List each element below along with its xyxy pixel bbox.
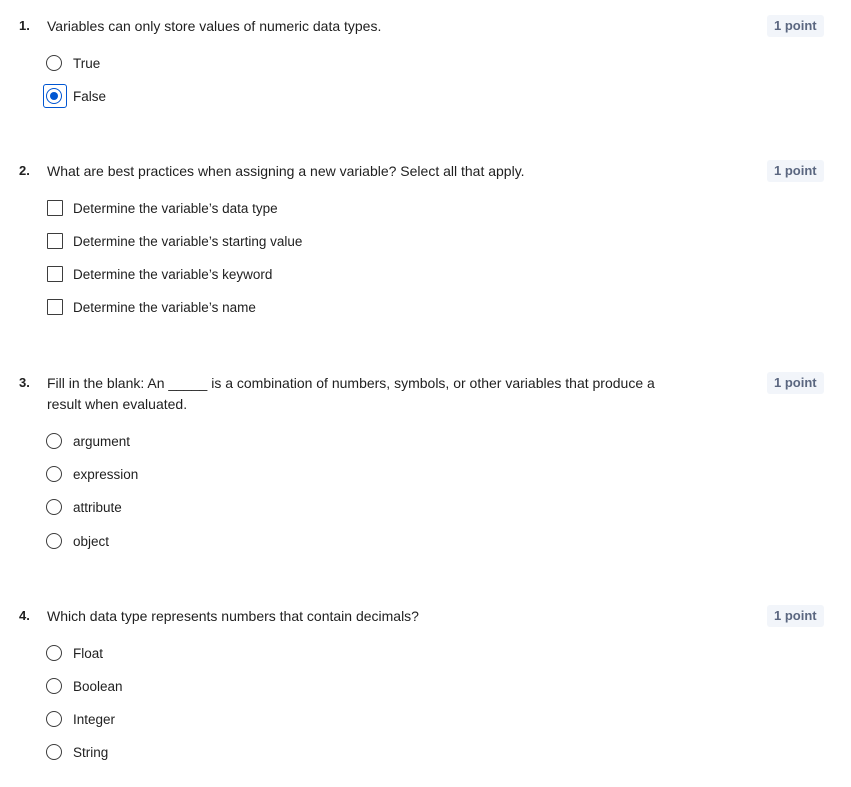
option-string[interactable] bbox=[40, 739, 360, 767]
checkbox[interactable] bbox=[47, 266, 63, 282]
question-text: Which data type represents numbers that contain decimals? bbox=[47, 608, 419, 624]
radio-button[interactable] bbox=[46, 499, 62, 515]
question-text: Fill in the blank: An _____ is a combination of numbers, symbols, or other variables that produce a result when evaluated. bbox=[47, 375, 655, 412]
radio-button[interactable] bbox=[46, 55, 62, 71]
option-label: Determine the variable’s name bbox=[73, 300, 256, 315]
option-float[interactable] bbox=[40, 640, 360, 668]
option-boolean[interactable] bbox=[40, 673, 360, 701]
option-argument[interactable] bbox=[40, 428, 360, 456]
option-expression[interactable] bbox=[40, 461, 360, 489]
option-attribute[interactable] bbox=[40, 494, 360, 522]
question-text: Variables can only store values of numeric data types. bbox=[47, 18, 382, 34]
points-badge: 1 point bbox=[767, 372, 824, 394]
option-label: Float bbox=[73, 646, 104, 661]
radio-button[interactable] bbox=[46, 711, 62, 727]
option-label: String bbox=[73, 745, 109, 760]
question-number: 1. bbox=[19, 18, 30, 33]
option-label: attribute bbox=[73, 500, 122, 515]
question-text: What are best practices when assigning a new variable? Select all that apply. bbox=[47, 163, 525, 179]
question-number: 4. bbox=[19, 608, 30, 623]
radio-button[interactable] bbox=[46, 466, 62, 482]
option-label: Determine the variable’s starting value bbox=[73, 234, 303, 249]
radio-button[interactable] bbox=[46, 678, 62, 694]
radio-button[interactable] bbox=[46, 433, 62, 449]
checkbox[interactable] bbox=[47, 299, 63, 315]
option-data-type[interactable] bbox=[40, 195, 360, 223]
option-label: expression bbox=[73, 467, 139, 482]
option-starting-value[interactable] bbox=[40, 228, 360, 256]
question-number: 3. bbox=[19, 375, 30, 390]
option-label: argument bbox=[73, 434, 131, 449]
points-badge: 1 point bbox=[767, 160, 824, 182]
option-label: Integer bbox=[73, 712, 116, 727]
option-label: Determine the variable’s keyword bbox=[73, 267, 273, 282]
radio-button[interactable] bbox=[46, 744, 62, 760]
option-label: True bbox=[73, 56, 101, 71]
points-badge: 1 point bbox=[767, 15, 824, 37]
option-integer[interactable] bbox=[40, 706, 360, 734]
option-label: object bbox=[73, 534, 110, 549]
option-label: Boolean bbox=[73, 679, 123, 694]
checkbox[interactable] bbox=[47, 200, 63, 216]
option-name[interactable] bbox=[40, 294, 360, 322]
option-true[interactable] bbox=[40, 50, 360, 78]
option-false[interactable] bbox=[40, 83, 360, 111]
option-label: Determine the variable’s data type bbox=[73, 201, 278, 216]
option-label: False bbox=[73, 89, 107, 104]
points-badge: 1 point bbox=[767, 605, 824, 627]
radio-button-selected[interactable] bbox=[46, 88, 62, 104]
question-number: 2. bbox=[19, 163, 30, 178]
radio-button[interactable] bbox=[46, 645, 62, 661]
radio-button[interactable] bbox=[46, 533, 62, 549]
option-keyword[interactable] bbox=[40, 261, 360, 289]
checkbox[interactable] bbox=[47, 233, 63, 249]
option-object[interactable] bbox=[40, 528, 360, 556]
